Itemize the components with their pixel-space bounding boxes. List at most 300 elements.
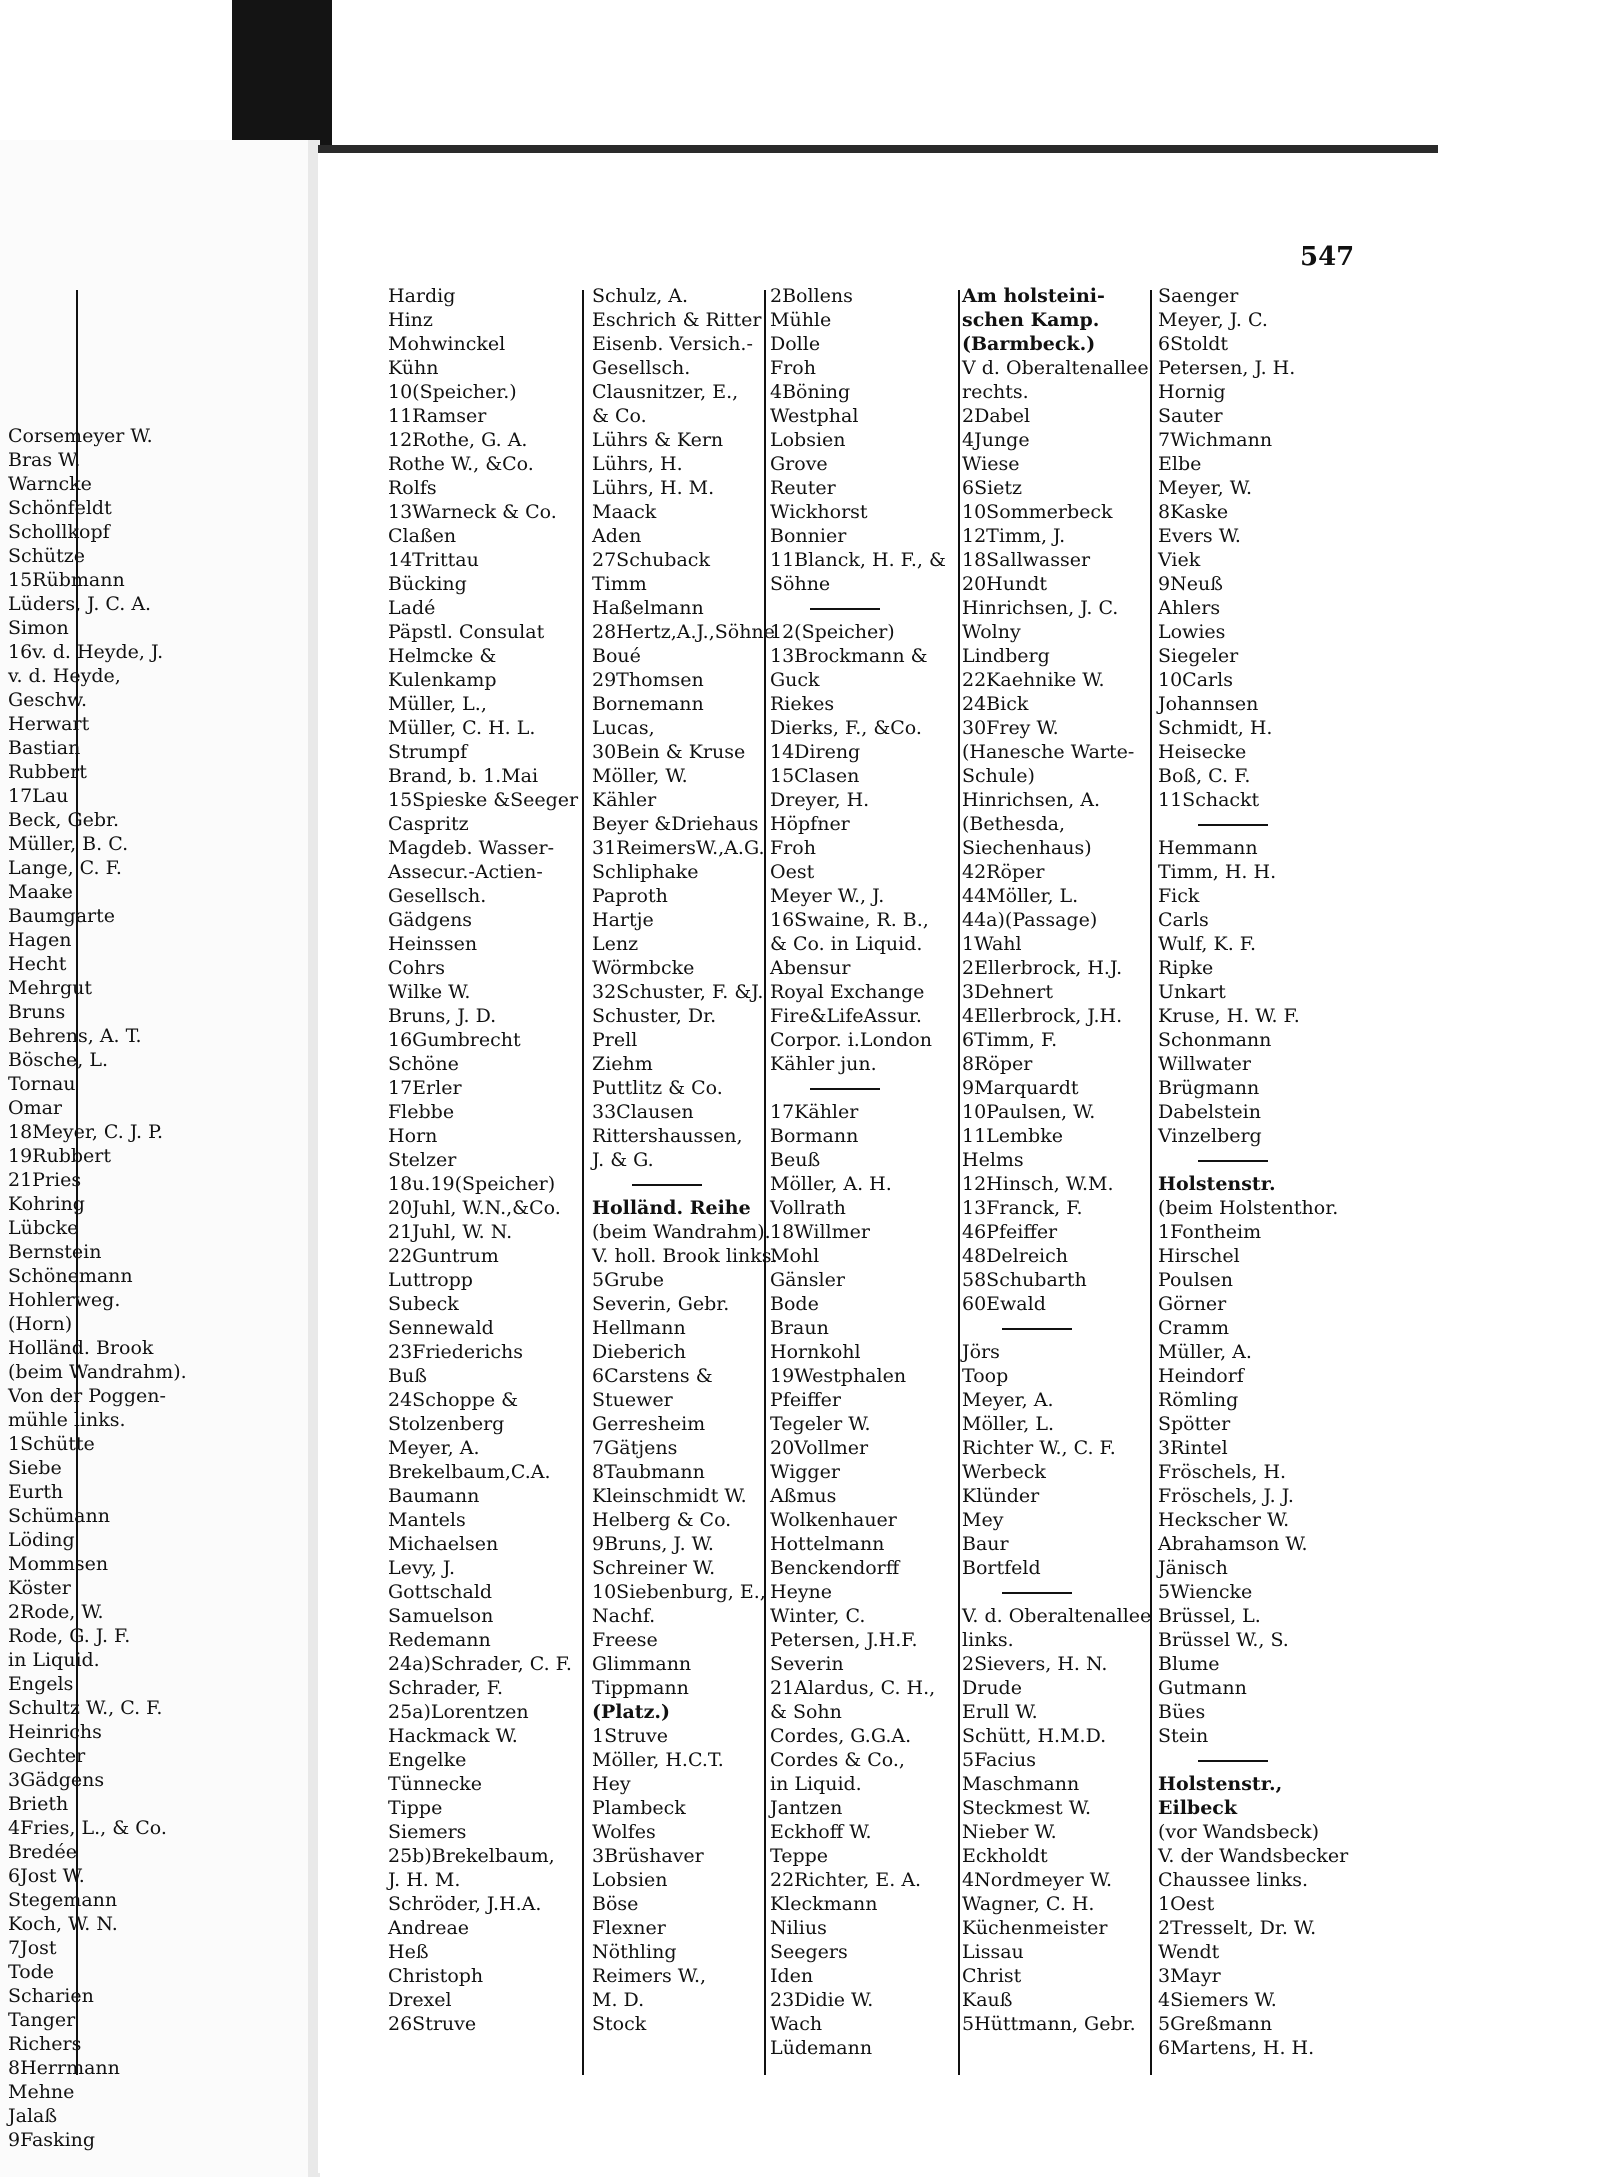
directory-entry: 18Meyer, C. J. P.: [8, 1121, 164, 1143]
directory-entry: Aden: [592, 525, 642, 547]
directory-entry: Bruns: [8, 1001, 66, 1023]
directory-entry: Reuter: [770, 477, 836, 499]
directory-entry: 13Brockmann &: [770, 645, 928, 667]
separator: [1158, 1748, 1348, 1772]
directory-entry: 20Vollmer: [770, 1437, 869, 1459]
directory-entry: Bormann: [770, 1125, 859, 1147]
directory-entry: Möller, L.: [962, 1413, 1055, 1435]
directory-entry: 17Lau: [8, 785, 69, 807]
directory-entry: Dabelstein: [1158, 1101, 1261, 1123]
directory-entry: 5Facius: [962, 1749, 1037, 1771]
directory-entry: 20Hundt: [962, 573, 1048, 595]
directory-entry: 18Willmer: [770, 1221, 870, 1243]
directory-entry: Gesellsch.: [388, 885, 487, 907]
directory-column-4: [962, 284, 1151, 2036]
directory-entry: 5Greßmann: [1158, 2013, 1273, 2035]
directory-entry: Heinrichs: [8, 1721, 102, 1743]
directory-entry: 8Herrmann: [8, 2057, 120, 2079]
directory-entry: 13Franck, F.: [962, 1197, 1083, 1219]
directory-entry: Müller, L.,: [388, 693, 487, 715]
directory-entry: Petersen, J.H.F.: [770, 1629, 918, 1651]
directory-entry: 23Friederichs: [388, 1341, 523, 1363]
directory-entry: Michaelsen: [388, 1533, 499, 1555]
directory-entry: Magdeb. Wasser-: [388, 837, 555, 859]
directory-entry: Lührs, H.: [592, 453, 683, 475]
directory-entry: Levy, J.: [388, 1557, 456, 1579]
directory-entry: mühle links.: [8, 1409, 126, 1431]
directory-entry: (Bethesda,: [962, 813, 1066, 835]
directory-entry: 8Kaske: [1158, 501, 1229, 523]
directory-entry: Hellmann: [592, 1317, 686, 1339]
directory-entry: Hirschel: [1158, 1245, 1240, 1267]
directory-entry: Kauß: [962, 1989, 1013, 2011]
directory-entry: Bortfeld: [962, 1557, 1041, 1579]
directory-entry: Beyer &Driehaus: [592, 813, 759, 835]
directory-entry: 12Timm, J.: [962, 525, 1066, 547]
directory-entry: Gechter: [8, 1745, 86, 1767]
directory-entry: Hottelmann: [770, 1533, 885, 1555]
directory-entry: Schümann: [8, 1505, 110, 1527]
directory-entry: Brand, b. 1.Mai: [388, 765, 539, 787]
directory-entry: 15Clasen: [770, 765, 860, 787]
directory-entry: Simon: [8, 617, 69, 639]
directory-entry: Klünder: [962, 1485, 1040, 1507]
directory-entry: Meyer W., J.: [770, 885, 885, 907]
directory-entry: Görner: [1158, 1293, 1227, 1315]
directory-entry: Lucas,: [592, 717, 655, 739]
directory-entry: Pfeiffer: [770, 1389, 841, 1411]
directory-entry: Flexner: [592, 1917, 666, 1939]
directory-entry: Steckmest W.: [962, 1797, 1091, 1819]
directory-entry: 31ReimersW.,A.G.: [592, 837, 765, 859]
directory-entry: Heckscher W.: [1158, 1509, 1290, 1531]
column-divider: [582, 290, 584, 2075]
directory-entry: Stein: [1158, 1725, 1209, 1747]
directory-entry: Sauter: [1158, 405, 1223, 427]
directory-entry: Schule): [962, 765, 1035, 787]
directory-entry: 58Schubarth: [962, 1269, 1087, 1291]
directory-entry: Flebbe: [388, 1101, 455, 1123]
directory-entry: rechts.: [962, 381, 1029, 403]
left-column-divider: [76, 290, 78, 2075]
directory-entry: Chaussee links.: [1158, 1869, 1309, 1891]
directory-entry: 16v. d. Heyde, J.: [8, 641, 164, 663]
directory-entry: Hinrichsen, J. C.: [962, 597, 1119, 619]
directory-entry: Tegeler W.: [770, 1413, 871, 1435]
directory-entry: & Sohn: [770, 1701, 842, 1723]
directory-entry: 3Dehnert: [962, 981, 1054, 1003]
directory-entry: Redemann: [388, 1629, 491, 1651]
directory-entry: Wolkenhauer: [770, 1509, 897, 1531]
street-heading: (Platz.): [592, 1701, 670, 1723]
directory-entry: Gädgens: [388, 909, 473, 931]
directory-entry: 1Schütte: [8, 1433, 95, 1455]
directory-entry: Wigger: [770, 1461, 840, 1483]
directory-entry: V. holl. Brook links.: [592, 1245, 778, 1267]
directory-entry: Tippmann: [592, 1677, 689, 1699]
directory-entry: Mühle: [770, 309, 832, 331]
directory-entry: Andreae: [388, 1917, 470, 1939]
directory-entry: Lenz: [592, 933, 639, 955]
directory-entry: in Liquid.: [8, 1649, 100, 1671]
directory-entry: Aßmus: [770, 1485, 837, 1507]
directory-entry: Nöthling: [592, 1941, 677, 1963]
directory-entry: Hornig: [1158, 381, 1226, 403]
separator: [592, 1172, 778, 1196]
directory-entry: 10Paulsen, W.: [962, 1101, 1096, 1123]
directory-entry: Rolfs: [388, 477, 437, 499]
directory-entry: Böse: [592, 1893, 639, 1915]
directory-entry: Lobsien: [770, 429, 846, 451]
directory-entry: Schönemann: [8, 1265, 133, 1287]
directory-entry: Müller, C. H. L.: [388, 717, 536, 739]
directory-entry: Jantzen: [770, 1797, 843, 1819]
directory-entry: 2Rode, W.: [8, 1601, 104, 1623]
directory-entry: (Hanesche Warte-: [962, 741, 1135, 763]
directory-entry: 48Delreich: [962, 1245, 1069, 1267]
directory-entry: 21Alardus, C. H.,: [770, 1677, 936, 1699]
directory-entry: Severin: [770, 1653, 844, 1675]
directory-entry: 11Ramser: [388, 405, 487, 427]
directory-entry: Geschw.: [8, 689, 88, 711]
directory-entry: Römling: [1158, 1389, 1239, 1411]
separator: [1158, 1148, 1348, 1172]
directory-entry: Buß: [388, 1365, 427, 1387]
directory-entry: Eckholdt: [962, 1845, 1048, 1867]
directory-entry: Jörs: [962, 1341, 1000, 1363]
separator: [770, 596, 946, 620]
directory-entry: in Liquid.: [770, 1773, 862, 1795]
directory-entry: Kohring: [8, 1193, 85, 1215]
directory-entry: Stolzenberg: [388, 1413, 505, 1435]
directory-entry: Kühn: [388, 357, 439, 379]
directory-entry: Vollrath: [770, 1197, 846, 1219]
directory-entry: Timm: [592, 573, 647, 595]
directory-entry: Puttlitz & Co.: [592, 1077, 723, 1099]
directory-entry: Köster: [8, 1577, 71, 1599]
directory-entry: Drude: [962, 1677, 1022, 1699]
separator: [770, 1076, 946, 1100]
directory-entry: Fröschels, J. J.: [1158, 1485, 1294, 1507]
directory-entry: M. D.: [592, 1989, 645, 2011]
directory-column-3: [770, 284, 946, 2060]
directory-entry: Nachf.: [592, 1605, 656, 1627]
directory-entry: Saenger: [1158, 285, 1239, 307]
directory-entry: Clausnitzer, E.,: [592, 381, 739, 403]
street-heading: Am holsteini-: [962, 285, 1105, 307]
directory-entry: 28Hertz,A.J.,Söhne: [592, 621, 775, 643]
directory-entry: Meyer, A.: [962, 1389, 1054, 1411]
directory-entry: 17Erler: [388, 1077, 462, 1099]
street-heading: Holstenstr.: [1158, 1173, 1276, 1195]
directory-entry: Gänsler: [770, 1269, 845, 1291]
directory-entry: Hackmack W.: [388, 1725, 518, 1747]
directory-entry: Timm, H. H.: [1158, 861, 1277, 883]
directory-entry: 60Ewald: [962, 1293, 1046, 1315]
directory-entry: Abrahamson W.: [1158, 1533, 1308, 1555]
directory-entry: Lowies: [1158, 621, 1226, 643]
left-page-column: [8, 424, 187, 2152]
directory-entry: 30Bein & Kruse: [592, 741, 746, 763]
directory-entry: Ahlers: [1158, 597, 1221, 619]
directory-entry: Toop: [962, 1365, 1009, 1387]
directory-entry: Helms: [962, 1149, 1024, 1171]
directory-entry: Reimers W.,: [592, 1965, 707, 1987]
directory-entry: Eschrich & Ritter: [592, 309, 762, 331]
directory-entry: 14Trittau: [388, 549, 479, 571]
directory-entry: Seegers: [770, 1941, 848, 1963]
directory-entry: J. & G.: [592, 1149, 654, 1171]
directory-entry: Carls: [1158, 909, 1209, 931]
directory-entry: Heindorf: [1158, 1365, 1244, 1387]
directory-entry: Richter W., C. F.: [962, 1437, 1116, 1459]
directory-entry: Richers: [8, 2033, 82, 2055]
directory-entry: 25a)Lorentzen: [388, 1701, 529, 1723]
directory-entry: Rubbert: [8, 761, 87, 783]
directory-entry: Höpfner: [770, 813, 850, 835]
directory-entry: Schulz, A.: [592, 285, 689, 307]
directory-column-2: [592, 284, 778, 2036]
directory-entry: 10Carls: [1158, 669, 1233, 691]
directory-entry: Brügmann: [1158, 1077, 1260, 1099]
directory-entry: Wiese: [962, 453, 1020, 475]
directory-entry: Siebe: [8, 1457, 62, 1479]
directory-entry: Christ: [962, 1965, 1022, 1987]
directory-entry: Gottschald: [388, 1581, 493, 1603]
directory-entry: Siechenhaus): [962, 837, 1092, 859]
directory-entry: 1Oest: [1158, 1893, 1215, 1915]
directory-entry: Tünnecke: [388, 1773, 483, 1795]
directory-entry: Corpor. i.London: [770, 1029, 932, 1051]
directory-entry: Luttropp: [388, 1269, 473, 1291]
directory-entry: Siemers: [388, 1821, 467, 1843]
directory-entry: Hinrichsen, A.: [962, 789, 1100, 811]
directory-entry: 4Fries, L., & Co.: [8, 1817, 167, 1839]
directory-entry: Bastian: [8, 737, 81, 759]
directory-entry: 9Fasking: [8, 2129, 96, 2151]
directory-entry: Elbe: [1158, 453, 1202, 475]
directory-entry: Schollkopf: [8, 521, 110, 543]
directory-entry: Lührs & Kern: [592, 429, 724, 451]
street-heading: Eilbeck: [1158, 1797, 1238, 1819]
directory-entry: Werbeck: [962, 1461, 1046, 1483]
directory-entry: Dierks, F., &Co.: [770, 717, 922, 739]
directory-entry: Mohl: [770, 1245, 820, 1267]
directory-entry: Baumann: [388, 1485, 480, 1507]
directory-entry: 33Clausen: [592, 1101, 694, 1123]
street-heading: Holländ. Brook: [8, 1337, 154, 1359]
directory-entry: Wendt: [1158, 1941, 1220, 1963]
directory-entry: Petersen, J. H.: [1158, 357, 1296, 379]
directory-entry: Maschmann: [962, 1773, 1080, 1795]
directory-entry: Strumpf: [388, 741, 468, 763]
directory-entry: 11Schackt: [1158, 789, 1260, 811]
directory-entry: 12(Speicher): [770, 621, 895, 643]
directory-entry: Nieber W.: [962, 1821, 1057, 1843]
directory-entry: 21Juhl, W. N.: [388, 1221, 513, 1243]
directory-entry: Wolfes: [592, 1821, 656, 1843]
directory-entry: 4Junge: [962, 429, 1030, 451]
directory-entry: 8Röper: [962, 1053, 1033, 1075]
directory-entry: Stock: [592, 2013, 647, 2035]
directory-entry: 24a)Schrader, C. F.: [388, 1653, 572, 1675]
directory-entry: 30Frey W.: [962, 717, 1059, 739]
page-number: 547: [1300, 242, 1355, 272]
directory-entry: Meyer, J. C.: [1158, 309, 1268, 331]
binding-shadow: [232, 0, 332, 150]
directory-entry: Mehne: [8, 2081, 75, 2103]
directory-entry: Schrader, F.: [388, 1677, 504, 1699]
directory-entry: 1Fontheim: [1158, 1221, 1262, 1243]
directory-entry: Boß, C. F.: [1158, 765, 1251, 787]
directory-entry: Hagen: [8, 929, 72, 951]
directory-entry: Wulf, K. F.: [1158, 933, 1257, 955]
directory-entry: Willwater: [1158, 1053, 1251, 1075]
directory-entry: 14Direng: [770, 741, 861, 763]
directory-entry: Schuster, Dr.: [592, 1005, 717, 1027]
directory-entry: Eckhoff W.: [770, 1821, 872, 1843]
directory-entry: Benckendorff: [770, 1557, 900, 1579]
directory-entry: Heyne: [770, 1581, 833, 1603]
directory-entry: Grove: [770, 453, 828, 475]
directory-entry: Corsemeyer W.: [8, 425, 153, 447]
directory-entry: 29Thomsen: [592, 669, 704, 691]
directory-entry: Helmcke &: [388, 645, 497, 667]
directory-entry: 11Lembke: [962, 1125, 1063, 1147]
directory-entry: Brekelbaum,C.A.: [388, 1461, 551, 1483]
directory-entry: Blume: [1158, 1653, 1220, 1675]
directory-entry: Cordes, G.G.A.: [770, 1725, 912, 1747]
directory-entry: 3Brüshaver: [592, 1845, 704, 1867]
directory-entry: 4Ellerbrock, J.H.: [962, 1005, 1123, 1027]
directory-entry: 16Swaine, R. B.,: [770, 909, 929, 931]
directory-entry: Ladé: [388, 597, 436, 619]
street-heading: Hohlerweg.: [8, 1289, 121, 1311]
directory-entry: Wickhorst: [770, 501, 868, 523]
directory-entry: Baur: [962, 1533, 1009, 1555]
directory-entry: Fröschels, H.: [1158, 1461, 1287, 1483]
directory-entry: Baumgarte: [8, 905, 115, 927]
directory-entry: Bües: [1158, 1701, 1206, 1723]
directory-entry: 15Rübmann: [8, 569, 125, 591]
directory-entry: Beuß: [770, 1149, 821, 1171]
directory-entry: Drexel: [388, 1989, 452, 2011]
directory-entry: Braun: [770, 1317, 829, 1339]
directory-entry: 3Rintel: [1158, 1437, 1228, 1459]
directory-entry: 24Schoppe &: [388, 1389, 519, 1411]
directory-entry: Heisecke: [1158, 741, 1247, 763]
separator: [962, 1580, 1151, 1604]
directory-entry: J. H. M.: [388, 1869, 461, 1891]
directory-entry: Hartje: [592, 909, 654, 931]
directory-entry: 21Pries: [8, 1169, 82, 1191]
directory-entry: Koch, W. N.: [8, 1913, 118, 1935]
directory-entry: (beim Holstenthor.: [1158, 1197, 1339, 1219]
directory-entry: Stegemann: [8, 1889, 118, 1911]
directory-entry: Paproth: [592, 885, 668, 907]
directory-entry: Tanger: [8, 2009, 76, 2031]
directory-entry: Schönfeldt: [8, 497, 112, 519]
street-heading: Holstenstr.,: [1158, 1773, 1283, 1795]
directory-entry: 26Struve: [388, 2013, 477, 2035]
directory-entry: Schmidt, H.: [1158, 717, 1273, 739]
street-heading: Holländ. Reihe: [592, 1197, 751, 1219]
directory-entry: Teppe: [770, 1845, 829, 1867]
directory-entry: Iden: [770, 1965, 814, 1987]
directory-entry: Prell: [592, 1029, 638, 1051]
directory-entry: 2Bollens: [770, 285, 853, 307]
directory-entry: 23Didie W.: [770, 1989, 874, 2011]
directory-entry: Unkart: [1158, 981, 1226, 1003]
directory-entry: Viek: [1158, 549, 1201, 571]
directory-entry: 10Sommerbeck: [962, 501, 1113, 523]
directory-entry: Mey: [962, 1509, 1004, 1531]
directory-entry: 7Wichmann: [1158, 429, 1273, 451]
directory-entry: 19Rubbert: [8, 1145, 112, 1167]
directory-entry: Assecur.-Actien-: [388, 861, 543, 883]
directory-entry: Dreyer, H.: [770, 789, 870, 811]
directory-entry: Eurth: [8, 1481, 64, 1503]
directory-column-1: [388, 284, 578, 2036]
directory-entry: v. d. Heyde,: [8, 665, 121, 687]
directory-entry: 6Timm, F.: [962, 1029, 1058, 1051]
directory-entry: 5Hüttmann, Gebr.: [962, 2013, 1136, 2035]
directory-entry: Heinssen: [388, 933, 478, 955]
directory-entry: Müller, B. C.: [8, 833, 129, 855]
directory-entry: Haßelmann: [592, 597, 704, 619]
directory-entry: Dolle: [770, 333, 821, 355]
directory-entry: Kulenkamp: [388, 669, 497, 691]
street-heading: schen Kamp.: [962, 309, 1100, 331]
directory-entry: 3Mayr: [1158, 1965, 1221, 1987]
directory-entry: Nilius: [770, 1917, 827, 1939]
directory-entry: 2Tresselt, Dr. W.: [1158, 1917, 1317, 1939]
directory-entry: Tode: [8, 1961, 55, 1983]
directory-entry: Winter, C.: [770, 1605, 866, 1627]
directory-entry: 10Siebenburg, E.,: [592, 1581, 766, 1603]
directory-entry: Lange, C. F.: [8, 857, 122, 879]
directory-entry: 25b)Brekelbaum,: [388, 1845, 555, 1867]
directory-entry: & Co. in Liquid.: [770, 933, 923, 955]
separator: [962, 1316, 1151, 1340]
directory-entry: 4Siemers W.: [1158, 1989, 1277, 2011]
directory-entry: Eisenb. Versich.-: [592, 333, 753, 355]
directory-entry: Christoph: [388, 1965, 484, 1987]
directory-entry: Wörmbcke: [592, 957, 695, 979]
directory-entry: Stuewer: [592, 1389, 673, 1411]
directory-entry: Schreiner W.: [592, 1557, 716, 1579]
directory-entry: Helberg & Co.: [592, 1509, 732, 1531]
directory-entry: Ripke: [1158, 957, 1214, 979]
directory-entry: Erull W.: [962, 1701, 1038, 1723]
directory-entry: Abensur: [770, 957, 851, 979]
directory-entry: Schröder, J.H.A.: [388, 1893, 542, 1915]
directory-entry: Päpstl. Consulat: [388, 621, 545, 643]
directory-entry: 6Jost W.: [8, 1865, 85, 1887]
directory-entry: Heß: [388, 1941, 429, 1963]
directory-entry: Möller, H.C.T.: [592, 1749, 724, 1771]
directory-entry: Hemmann: [1158, 837, 1258, 859]
directory-entry: Cordes & Co.,: [770, 1749, 905, 1771]
street-heading: (Barmbeck.): [962, 333, 1096, 355]
directory-entry: Rode, G. J. F.: [8, 1625, 131, 1647]
directory-entry: & Co.: [592, 405, 647, 427]
directory-entry: Hecht: [8, 953, 67, 975]
directory-entry: Subeck: [388, 1293, 459, 1315]
directory-entry: Engels: [8, 1673, 74, 1695]
directory-entry: Brüssel, L.: [1158, 1605, 1261, 1627]
directory-entry: 19Westphalen: [770, 1365, 907, 1387]
